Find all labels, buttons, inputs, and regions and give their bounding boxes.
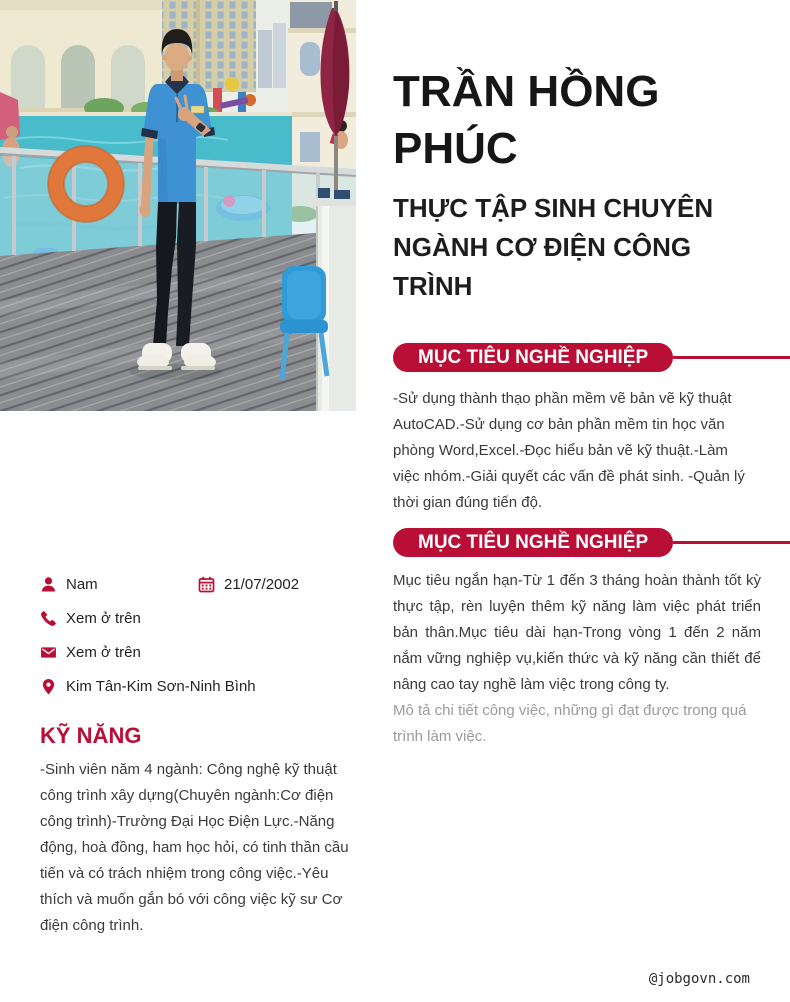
section-heading-badge: MỤC TIÊU NGHỀ NGHIỆP — [393, 343, 673, 372]
profile-photo — [0, 0, 356, 411]
mail-icon — [40, 644, 57, 661]
objective-1-text: -Sử dụng thành thạo phần mềm vẽ bản vẽ kỹ thuật AutoCAD.-Sử dụng cơ bản phần mềm tin học văn phòng Word,Excel.-Đọc hiểu bản vẽ kỹ thuật.-Làm việc nhóm.-Giải quyết các vấn đề phát sinh. -Quản lý thời gian đúng tiến độ. — [393, 390, 745, 511]
email-value: Xem ở trên — [66, 644, 141, 661]
profile-photo-illustration — [0, 0, 356, 411]
dob-value: 21/07/2002 — [224, 576, 300, 593]
calendar-icon — [198, 576, 215, 593]
skills-text: -Sinh viên năm 4 ngành: Công nghệ kỹ thuật công trình xây dựng(Chuyên ngành:Cơ điện công trình)-Trường Đại Học Điện Lực.-Năng động, hoà đồng, ham học hỏi, có tinh thần cầu tiến và có trách nhiệm trong công việc.-Yêu thích và muốn gắn bó với công việc kỹ sư Cơ điện công trình. — [40, 761, 349, 934]
info-row-phone — [40, 610, 141, 627]
info-row-address — [40, 678, 256, 695]
section-heading-badge: MỤC TIÊU NGHỀ NGHIỆP — [393, 528, 673, 557]
address-value: Kim Tân-Kim Sơn-Ninh Bình — [66, 678, 256, 695]
info-row-gender — [40, 576, 98, 593]
section-header-objective-1 — [393, 343, 790, 372]
watermark: @jobgovn.com — [648, 971, 750, 987]
person-icon — [40, 576, 57, 593]
info-row-dob — [198, 576, 299, 593]
section-heading-rule — [673, 541, 790, 544]
candidate-name: TRẦN HỒNG PHÚC — [393, 67, 660, 173]
phone-icon — [40, 610, 57, 627]
phone-value: Xem ở trên — [66, 610, 141, 627]
objective-2-text: Mục tiêu ngắn hạn-Từ 1 đến 3 tháng hoàn thành tốt kỳ thực tập, rèn luyện thêm kỹ năng làm việc phát triển bản thân.Mục tiêu dài hạn-Trong vòng 1 đến 2 năm nắm vững nghiệp vụ,kiến thức và kỹ năng cần thiết để nâng cao tay nghề làm việc trong công ty. — [393, 572, 761, 693]
gender-value: Nam — [66, 576, 98, 593]
section-heading-rule — [673, 356, 790, 359]
objective-2-note: Mô tả chi tiết công việc, những gì đạt được trong quá trình làm việc. — [393, 702, 747, 745]
section-header-objective-2 — [393, 528, 790, 557]
location-icon — [40, 678, 57, 695]
skills-heading: KỸ NĂNG — [40, 723, 142, 748]
candidate-title: THỰC TẬP SINH CHUYÊN NGÀNH CƠ ĐIỆN CÔNG TRÌNH — [393, 193, 714, 301]
info-row-email — [40, 644, 141, 661]
